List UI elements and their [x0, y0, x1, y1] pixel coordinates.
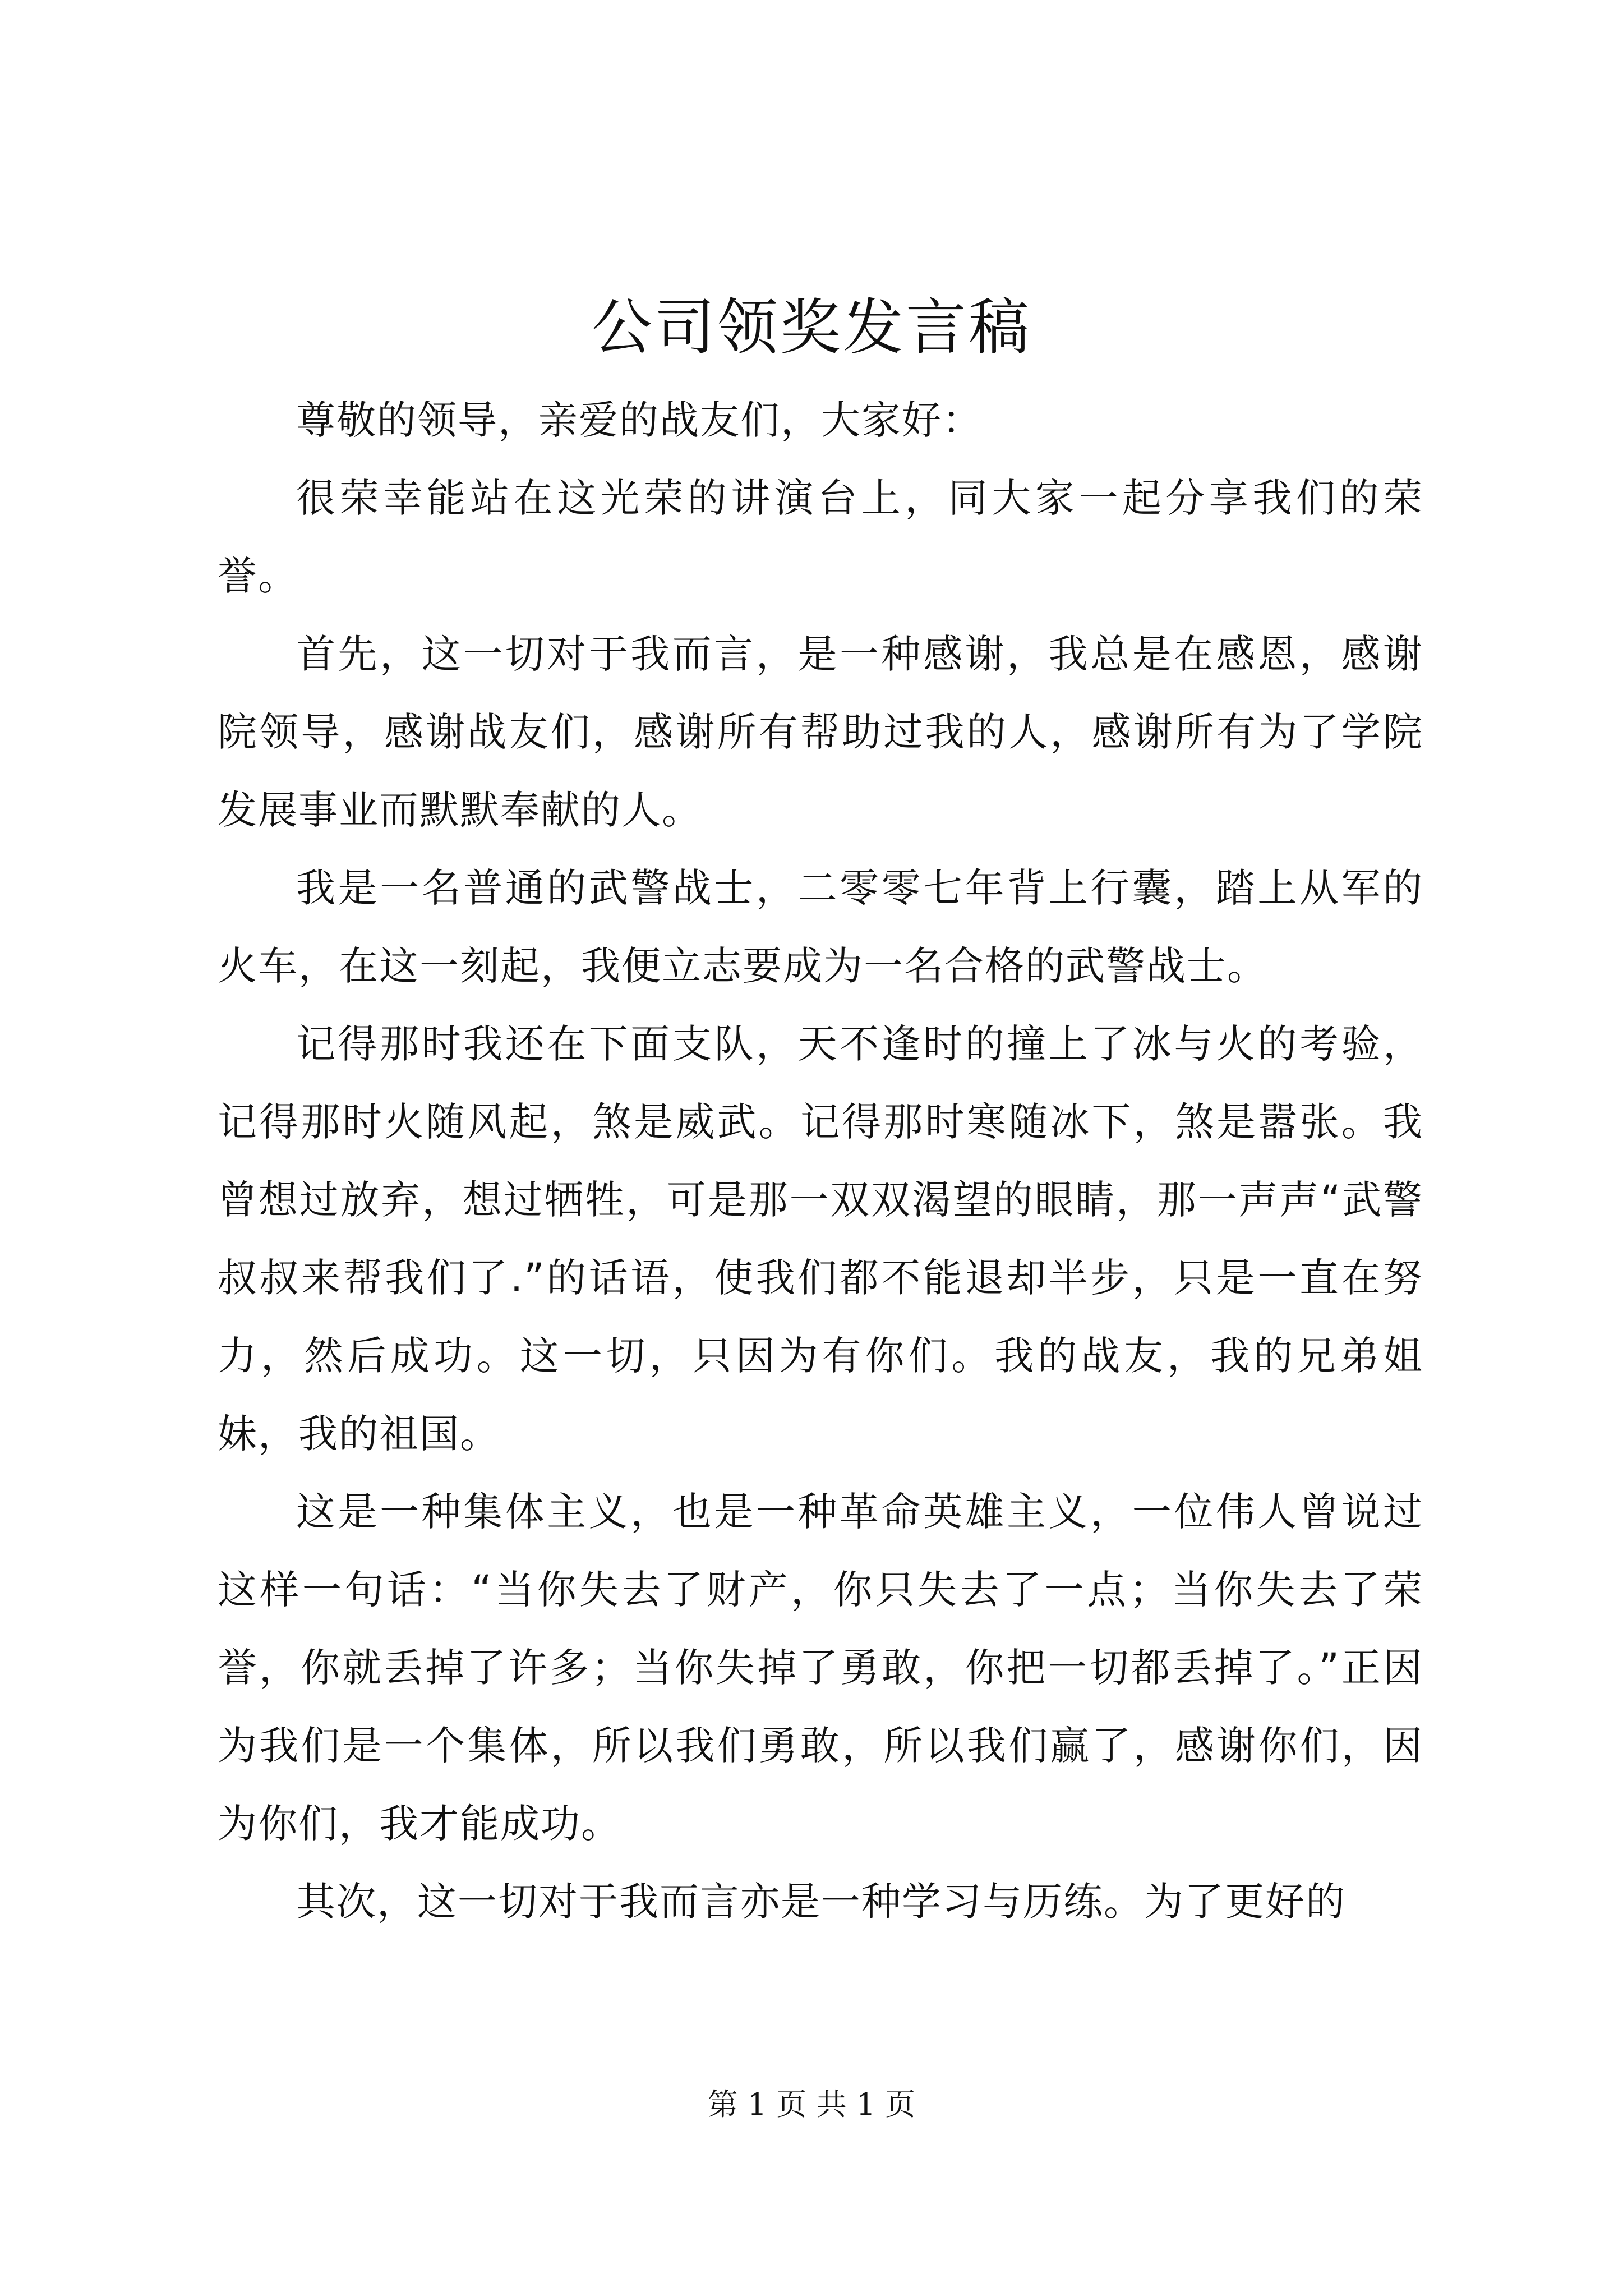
paragraph-experience: 记得那时我还在下面支队，天不逢时的撞上了冰与火的考验，记得那时火随风起，煞是威武。记得那时寒随冰下，煞是嚣张。我曾想过放弃，想过牺牲，可是那一双双渴望的眼睛，那一声声“武警叔叔来帮我们了.”的话语，使我们都不能退却半步，只是一直在努力，然后成功。这一切，只因为有你们。我的战友，我的兄弟姐妹，我的祖国。 [218, 1021, 1423, 1457]
page-footer: 第 1 页 共 1 页 [707, 2087, 916, 2122]
page-title: 公司领奖发言稿 [591, 293, 1031, 363]
paragraph-collectivism: 这是一种集体主义，也是一种革命英雄主义，一位伟人曾说过这样一句话：“当你失去了财产，你只失去了一点；当你失去了荣誉，你就丢掉了许多；当你失掉了勇敢，你把一切都丢掉了。”正因为我们是一个集体，所以我们勇敢，所以我们赢了，感谢你们，因为你们，我才能成功。 [218, 1489, 1423, 1847]
document-body [218, 381, 1423, 1941]
paragraph-introduction: 我是一名普通的武警战士，二零零七年背上行囊，踏上从军的火车，在这一刻起，我便立志要成为一名合格的武警战士。 [218, 865, 1423, 989]
paragraph-greeting: 尊敬的领导，亲爱的战友们，大家好： [296, 397, 983, 443]
paragraph-honor: 很荣幸能站在这光荣的讲演台上，同大家一起分享我们的荣誉。 [218, 475, 1423, 599]
paragraph-gratitude: 首先，这一切对于我而言，是一种感谢，我总是在感恩，感谢院领导，感谢战友们，感谢所有帮助过我的人，感谢所有为了学院发展事业而默默奉献的人。 [218, 631, 1423, 833]
paragraph-learning: 其次，这一切对于我而言亦是一种学习与历练。为了更好的 [296, 1879, 1346, 1925]
